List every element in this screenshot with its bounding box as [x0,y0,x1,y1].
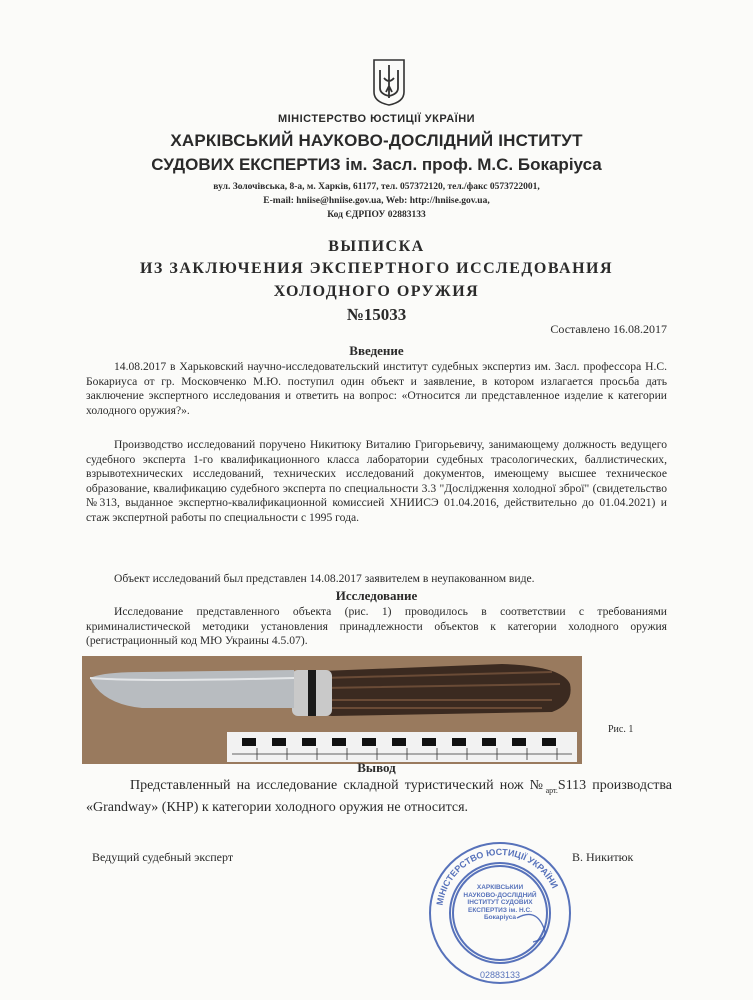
research-paragraph: Исследование представленного объекта (рис. 1) проводилось в соответствии с требованиями криминалистической методики установления принадлежности объектов к категории холодного оружия (регистрационный код МЮ Украины 4.5.07). [86,605,667,648]
institute-name-line1: ХАРКІВСЬКИЙ НАУКОВО-ДОСЛІДНИЙ ІНСТИТУТ [170,131,583,150]
coat-of-arms-icon [372,58,406,106]
institute-name-line2: СУДОВИХ ЕКСПЕРТИЗ ім. Засл. проф. М.С. Бокаріуса [151,155,602,174]
expert-role: Ведущий судебный эксперт [92,850,234,864]
document-number: №15033 [346,305,407,324]
document-title: ВЫПИСКА [328,238,425,255]
stamp-center-text: ХАРКІВСЬКИЙ НАУКОВО-ДОСЛІДНИЙ ІНСТИТУТ СУДОВИХ ЕКСПЕРТИЗ ім. Н.С. Бокаріуса [463,884,537,921]
official-stamp [425,838,575,988]
stamp-ring-text: МІНІСТЕРСТВО ЮСТИЦІЇ УКРАЇНИ [434,846,561,907]
intro-heading: Введение [349,343,404,358]
compiled-date: Составлено 16.08.2017 [550,322,667,336]
conclusion-text: Представленный на исследование складной туристический нож $№_{арт.}S113$ производства «Grandway» (КНР) к категории холодного оружия не относится. [86,778,672,816]
intro-paragraph-3: Объект исследований был представлен 14.08.2017 заявителем в неупакованном виде. [114,572,535,585]
intro-paragraph-2: Производство исследований поручено Никитюку Виталию Григорьевичу, занимающему должность ведущего судебного эксперта 1-го квалификационного класса лаборатории судебных трасологических, баллистических, взрывотехнических исследований, технических исследований документов, имеющему высшее техническое образование, квалификацию судебного эксперта по специальности 3.3 "Дослідження холодної зброї" (свидетельство №313, выданное экспертно-квалификационной комиссией ХНИИСЭ 01.04.2016, действительно до 01.04.2021) и стаж экспертной работы по специальности с 1995 года. [86,438,667,524]
intro-paragraph-1: 14.08.2017 в Харьковский научно-исследовательский институт судебных экспертиз им. Засл. профессора Н.С. Бокариуса от гр. Московченко М.Ю. поступил один объект и заявление, в котором излагается просьба дать заключение экспертного исследования и ответить на вопрос: «Относится ли представленное изделие к категории холодного оружия?». [86,360,667,417]
institute-address: вул. Золочівська, 8-а, м. Харків, 61177, тел. 057372120, тел./факс 0573722001, E-mail: hniise@hniise.gov.ua, Web: http://hniise.gov.ua, Код ЄДРПОУ 02883133 [213,182,540,220]
document-subtitle: ИЗ ЗАКЛЮЧЕНИЯ ЭКСПЕРТНОГО ИССЛЕДОВАНИЯ [139,260,614,277]
figure-label: Рис. 1 [608,724,634,735]
conclusion-heading: Вывод [357,760,396,775]
stamp-code: 02883133 [479,970,521,980]
document-subtitle-2: ХОЛОДНОГО ОРУЖИЯ [273,283,480,300]
expert-name: В. Никитюк [572,850,634,864]
ministry-name: МІНІСТЕРСТВО ЮСТИЦІЇ УКРАЇНИ [277,113,476,125]
research-heading: Исследование [335,588,418,603]
knife-photo [82,656,582,764]
